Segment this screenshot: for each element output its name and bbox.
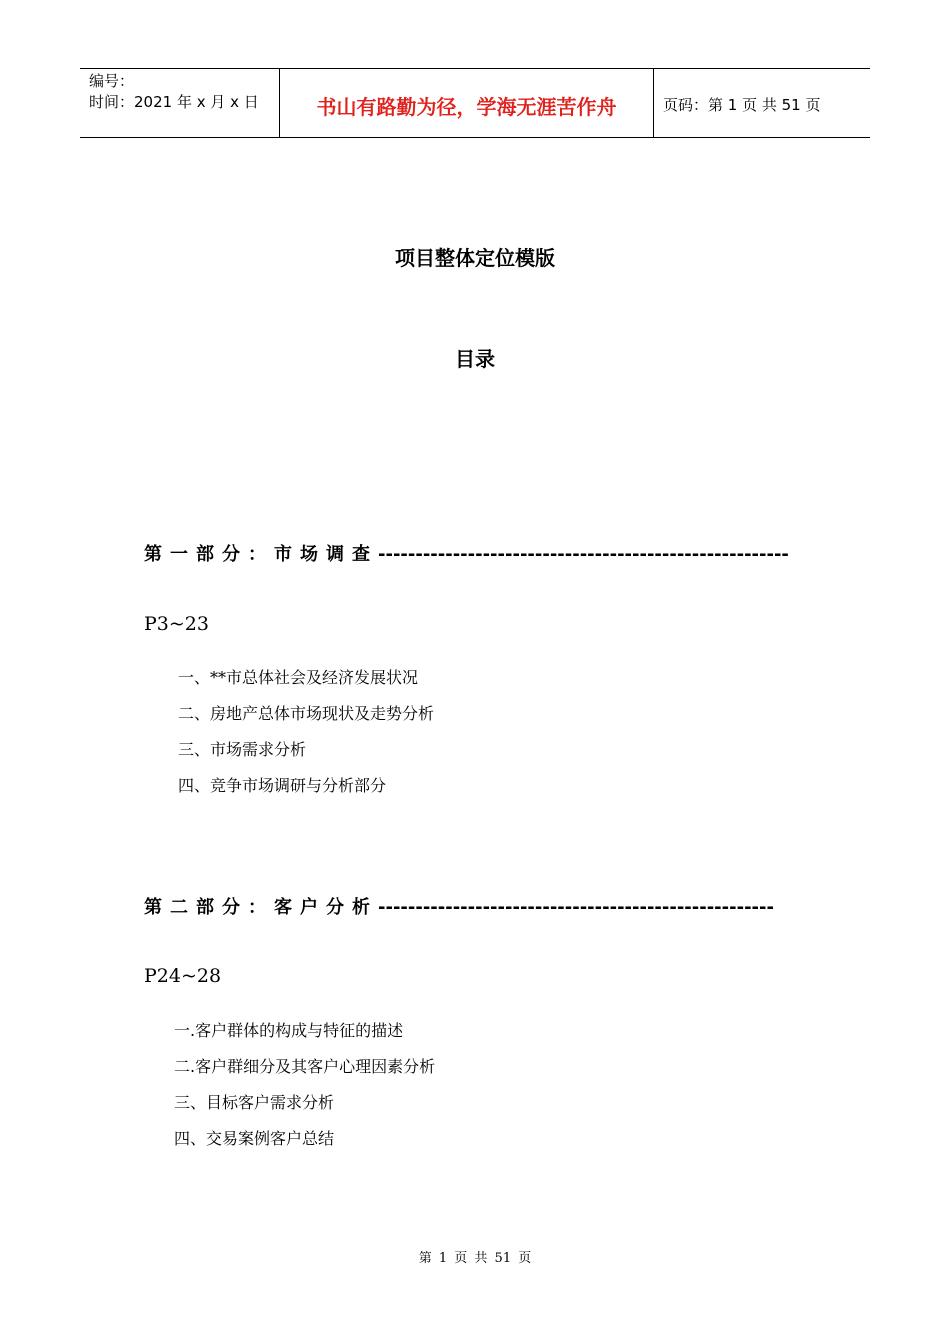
document-title: 项目整体定位模版 — [395, 246, 555, 270]
toc-item: 四、交易案例客户总结 — [174, 1129, 335, 1148]
toc-leader-dashes: ------------------------------------------------------- — [378, 544, 789, 565]
toc-page-range: P24~28 — [144, 965, 222, 987]
page-header — [80, 68, 870, 138]
toc-title: 目录 — [455, 347, 495, 371]
toc-item: 二、房地产总体市场现状及走势分析 — [178, 704, 435, 723]
toc-item: 二.客户群细分及其客户心理因素分析 — [174, 1057, 436, 1076]
header-motto: 书山有路勤为径，学海无涯苦作舟 — [280, 69, 654, 137]
header-meta — [80, 69, 280, 137]
toc-page-range: P3~23 — [144, 613, 209, 635]
document-number-label: 编号： — [89, 72, 135, 90]
page-footer: 第 1 页 共 51 页 — [418, 1251, 532, 1266]
toc-part-label: 第一部分：市场调查 — [144, 544, 378, 565]
toc-item: 四、竞争市场调研与分析部分 — [178, 776, 387, 795]
header-page-code: 页码：第 1 页 共 51 页 — [663, 95, 821, 114]
toc-part-label: 第二部分：客户分析 — [144, 897, 378, 918]
toc-item: 三、目标客户需求分析 — [174, 1093, 335, 1112]
toc-item: 一、**市总体社会及经济发展状况 — [178, 668, 419, 687]
toc-item: 三、市场需求分析 — [178, 740, 307, 759]
toc-part-heading — [144, 893, 808, 919]
toc-item: 一.客户群体的构成与特征的描述 — [174, 1021, 404, 1040]
toc-part-heading — [144, 540, 808, 566]
toc-leader-dashes: ----------------------------------------------------- — [378, 897, 774, 918]
document-time: 时间：2021 年 x 月 x 日 — [89, 93, 259, 111]
